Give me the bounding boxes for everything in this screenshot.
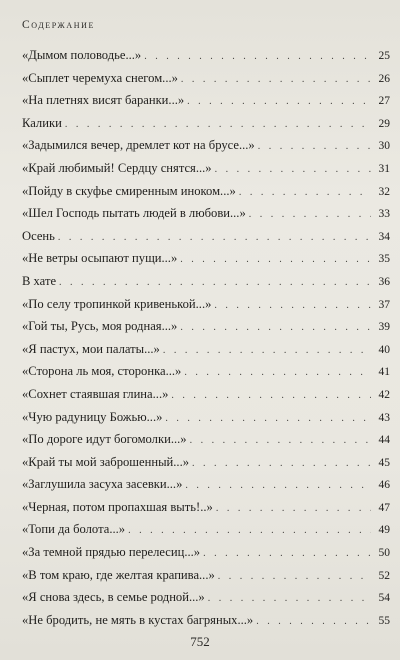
toc-entry-title: «Чую радуницу Божью...» xyxy=(22,409,163,424)
toc-entry-page: 50 xyxy=(378,547,390,560)
toc-entry-page: 44 xyxy=(378,434,390,447)
toc-entry xyxy=(22,247,390,270)
dot-leader xyxy=(239,182,371,205)
toc-entry xyxy=(22,338,390,361)
toc-entry xyxy=(22,451,390,474)
toc-entry xyxy=(22,180,390,203)
toc-entry-title: «Топи да болота...» xyxy=(22,522,126,537)
toc-entry-title: «Шел Господь пытать людей в любови...» xyxy=(22,206,246,221)
toc-entry xyxy=(22,89,390,112)
toc-entry xyxy=(22,518,390,541)
toc-entry-page: 29 xyxy=(378,117,390,130)
toc-entry xyxy=(22,428,390,451)
toc-entry-title: «Пойду в скуфье смиренным иноком...» xyxy=(22,183,236,198)
toc-entry-title: «Край ты мой заброшенный...» xyxy=(22,454,190,469)
toc-entry xyxy=(22,473,390,496)
dot-leader xyxy=(184,362,371,385)
toc-entry-page: 32 xyxy=(378,185,390,198)
toc-entry-page: 41 xyxy=(378,366,390,379)
toc-entry xyxy=(22,293,390,316)
toc-entry-page: 49 xyxy=(378,524,390,537)
toc-entry-page: 42 xyxy=(378,388,390,401)
dot-leader xyxy=(144,46,371,69)
toc-entry-title: «Задымился вечер, дремлет кот на брусе...» xyxy=(22,138,255,153)
toc-entry xyxy=(22,225,390,248)
toc-entry xyxy=(22,157,390,180)
dot-leader xyxy=(190,430,371,453)
toc-entry-title: «Гой ты, Русь, моя родная...» xyxy=(22,319,178,334)
toc-entry-page: 54 xyxy=(378,592,390,605)
toc-entry xyxy=(22,406,390,429)
toc-entry-page: 39 xyxy=(378,321,390,334)
toc-entry-page: 30 xyxy=(378,140,390,153)
toc-entry-page: 37 xyxy=(378,298,390,311)
dot-leader xyxy=(165,408,371,431)
toc-entry-title: «По дороге идут богомолки...» xyxy=(22,432,187,447)
toc-entry-page: 47 xyxy=(378,501,390,514)
toc-entry-title: В хате xyxy=(22,273,57,288)
toc-entry-title: «Заглушила засуха засевки...» xyxy=(22,477,183,492)
dot-leader xyxy=(163,340,371,363)
toc-entry xyxy=(22,315,390,338)
toc-entry-page: 40 xyxy=(378,343,390,356)
toc-entry-page: 55 xyxy=(378,614,390,627)
toc-entry-title: «Я снова здесь, в семье родной...» xyxy=(22,590,205,605)
toc-entry-title: «Сыплет черемуха снегом...» xyxy=(22,70,178,85)
toc-entry-title: «За темной прядью перелесиц...» xyxy=(22,545,201,560)
dot-leader xyxy=(203,543,371,566)
page-number: 752 xyxy=(190,634,210,649)
toc-entry-title: «Край любимый! Сердцу снятся...» xyxy=(22,160,212,175)
dot-leader xyxy=(216,498,371,521)
toc-entry-title: «По селу тропинкой кривенькой...» xyxy=(22,296,212,311)
dot-leader xyxy=(208,588,371,611)
table-of-contents xyxy=(22,44,390,631)
toc-entry-page: 27 xyxy=(378,95,390,108)
toc-entry-title: «Дымом половодье...» xyxy=(22,48,142,62)
toc-entry-title: «Сохнет стаявшая глина...» xyxy=(22,386,169,401)
toc-entry-page: 25 xyxy=(378,50,390,62)
dot-leader xyxy=(128,520,371,543)
dot-leader xyxy=(256,611,371,634)
dot-leader xyxy=(185,475,371,498)
toc-entry xyxy=(22,134,390,157)
toc-entry xyxy=(22,360,390,383)
dot-leader xyxy=(171,385,371,408)
toc-entry-title: «В том краю, где желтая крапива...» xyxy=(22,567,215,582)
toc-entry-page: 46 xyxy=(378,479,390,492)
toc-entry xyxy=(22,541,390,564)
toc-entry-title: Калики xyxy=(22,115,62,130)
toc-entry xyxy=(22,112,390,135)
toc-entry-title: «Не ветры осыпают пущи...» xyxy=(22,251,178,266)
toc-entry-page: 34 xyxy=(378,230,390,243)
dot-leader xyxy=(218,566,371,589)
toc-entry-page: 31 xyxy=(378,162,390,175)
dot-leader xyxy=(215,159,371,182)
dot-leader xyxy=(180,317,371,340)
toc-entry-page: 26 xyxy=(378,72,390,85)
toc-entry-title: Осень xyxy=(22,228,55,243)
toc-entry-page: 45 xyxy=(378,456,390,469)
dot-leader xyxy=(258,136,371,159)
toc-entry-title: «Не бродить, не мять в кустах багряных...» xyxy=(22,612,254,627)
toc-entry xyxy=(22,586,390,609)
toc-entry-title: «Черная, потом пропахшая выть!..» xyxy=(22,499,213,514)
dot-leader xyxy=(214,295,371,318)
dot-leader xyxy=(58,227,371,250)
dot-leader xyxy=(65,114,371,137)
toc-entry-page: 52 xyxy=(378,569,390,582)
toc-entry xyxy=(22,44,390,67)
toc-entry-page: 33 xyxy=(378,208,390,221)
dot-leader xyxy=(180,249,371,272)
dot-leader xyxy=(192,453,371,476)
toc-entry-title: «На плетнях висят баранки...» xyxy=(22,93,185,108)
toc-entry-title: «Я пастух, мои палаты...» xyxy=(22,341,160,356)
toc-entry xyxy=(22,202,390,225)
toc-entry xyxy=(22,67,390,90)
toc-entry xyxy=(22,383,390,406)
toc-entry-page: 35 xyxy=(378,253,390,266)
toc-entry xyxy=(22,564,390,587)
toc-heading: Содержание xyxy=(22,19,95,31)
toc-entry-page: 43 xyxy=(378,411,390,424)
dot-leader xyxy=(181,69,371,92)
toc-entry-page: 36 xyxy=(378,275,390,288)
toc-entry xyxy=(22,496,390,519)
dot-leader xyxy=(249,204,371,227)
dot-leader xyxy=(59,272,371,295)
toc-entry xyxy=(22,270,390,293)
dot-leader xyxy=(187,91,371,114)
toc-entry-title: «Сторона ль моя, сторонка...» xyxy=(22,364,182,379)
toc-entry xyxy=(22,609,390,632)
